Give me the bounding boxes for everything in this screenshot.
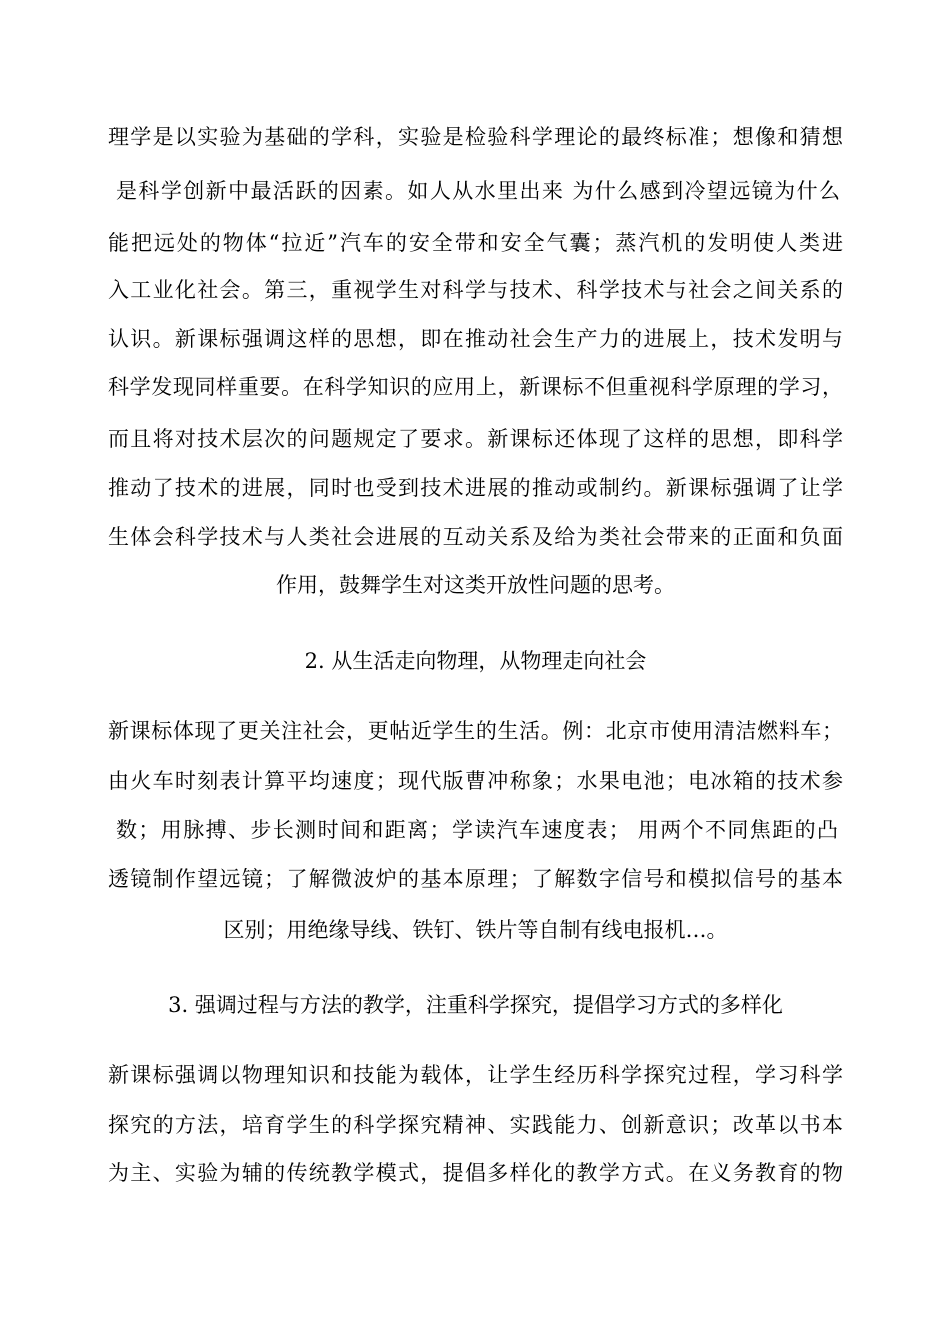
section-heading-2: 2. 从生活走向物理，从物理走向社会 [304, 649, 647, 673]
paragraph2-line-1: 新课标体现了更关注社会，更帖近学生的生活。例：北京市使用清洁燃料车； [108, 719, 843, 743]
paragraph3-line-1: 新课标强调以物理知识和技能为载体，让学生经历科学探究过程，学习科学 [108, 1063, 843, 1087]
paragraph1-line-9: 生体会科学技术与人类社会进展的互动关系及给为类社会带来的正面和负面 [108, 525, 843, 549]
paragraph1-line-5: 认识。新课标强调这样的思想，即在推动社会生产力的进展上，技术发明与 [108, 327, 843, 351]
paragraph1-line-6: 科学发现同样重要。在科学知识的应用上，新课标不但重视科学原理的学习， [108, 375, 843, 399]
paragraph1-line-4: 入工业化社会。第三，重视学生对科学与技术、科学技术与社会之间关系的 [108, 278, 843, 302]
paragraph1-line-1: 理学是以实验为基础的学科，实验是检验科学理论的最终标准；想像和猜想 [108, 125, 843, 149]
paragraph3-line-2: 探究的方法，培育学生的科学探究精神、实践能力、创新意识；改革以书本 [108, 1113, 843, 1137]
paragraph2-line-2: 由火车时刻表计算平均速度；现代版曹冲称象；水果电池；电冰箱的技术参 [108, 769, 843, 793]
paragraph1-line-7: 而且将对技术层次的问题规定了要求。新课标还体现了这样的思想，即科学 [108, 427, 843, 451]
section-heading-3: 3. 强调过程与方法的教学，注重科学探究，提倡学习方式的多样化 [168, 993, 783, 1017]
paragraph1-line-8: 推动了技术的进展，同时也受到技术进展的推动或制约。新课标强调了让学 [108, 476, 843, 500]
paragraph1-line-2: 是科学创新中最活跃的因素。如人从水里出来 为什么感到冷望远镜为什么 [116, 179, 840, 203]
paragraph3-line-3: 为主、实验为辅的传统教学模式，提倡多样化的教学方式。在义务教育的物 [108, 1161, 843, 1185]
paragraph2-line-3: 数；用脉搏、步长测时间和距离；学读汽车速度表； 用两个不同焦距的凸 [116, 818, 838, 842]
paragraph1-line-3: 能把远处的物体“拉近”汽车的安全带和安全气囊；蒸汽机的发明使人类进 [108, 231, 843, 255]
paragraph2-line-5: 区别；用绝缘导线、铁钉、铁片等自制有线电报机…。 [223, 918, 728, 942]
paragraph1-line-10: 作用，鼓舞学生对这类开放性问题的思考。 [276, 573, 675, 597]
paragraph2-line-4: 透镜制作望远镜；了解微波炉的基本原理；了解数字信号和模拟信号的基本 [108, 867, 843, 891]
